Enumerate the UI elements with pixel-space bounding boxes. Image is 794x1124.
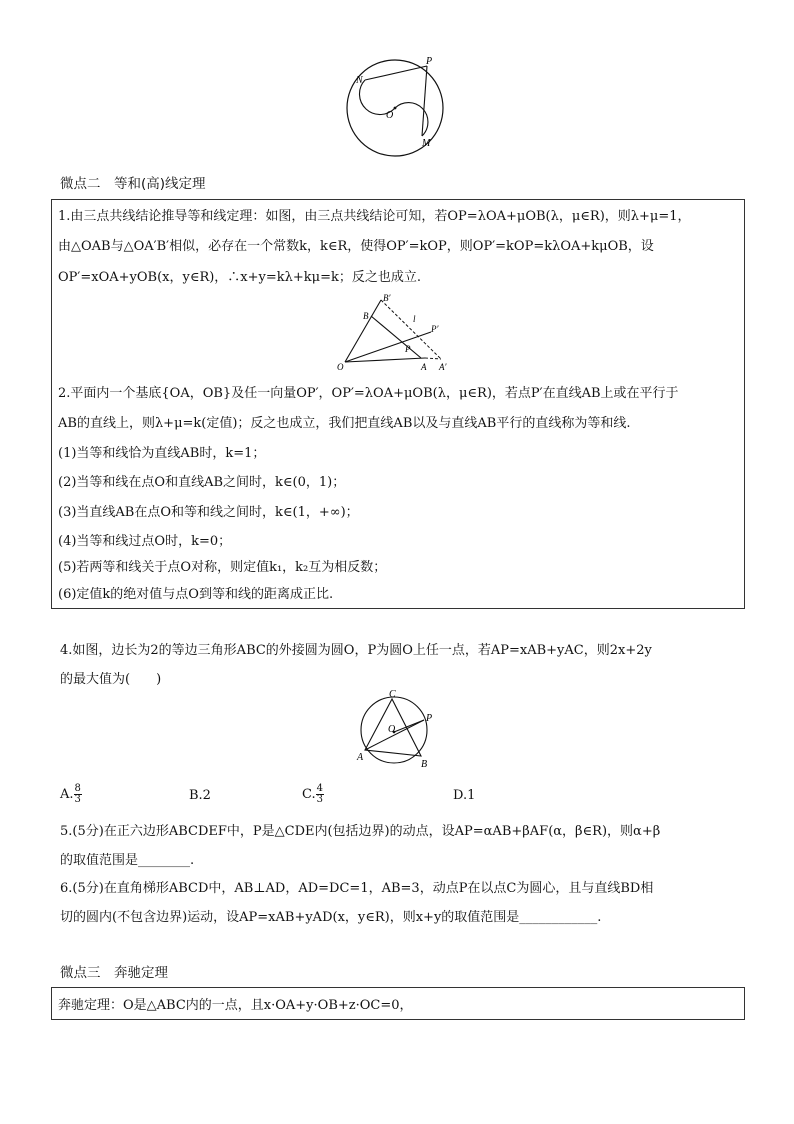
option-a-denominator: 3	[74, 794, 81, 805]
box-line-5: AB的直线上，则λ+μ=k(定值)；反之也成立，我们把直线AB以及与直线AB平行的直线称为等和线.	[58, 416, 631, 431]
fig3-label-C: C	[389, 690, 396, 700]
fig2-label-A2: A′	[439, 362, 447, 372]
figure-triangle-circumcircle	[352, 690, 444, 772]
box-line-10: (5)若两等和线关于点O对称，则定值k₁，k₂互为相反数；	[58, 560, 387, 575]
figure-circle-scurve	[340, 52, 450, 164]
option-a-numerator: 8	[74, 783, 81, 794]
option-c-denominator: 3	[316, 794, 323, 805]
box-line-11: (6)定值k的绝对值与点O到等和线的距离成正比.	[58, 587, 334, 602]
fig1-label-P: P	[426, 56, 433, 67]
question-5-line-2: 的取值范围是________.	[60, 853, 195, 868]
section2-heading: 微点二 等和(高)线定理	[60, 176, 206, 192]
box-line-1: 1.由三点共线结论推导等和线定理：如图，由三点共线结论可知，若OP=λOA+μOB(λ，μ∈R)，则λ+μ=1，	[58, 209, 691, 224]
box-line-3: OP′=xOA+yOB(x，y∈R)，∴x+y=kλ+kμ=k；反之也成立.	[58, 270, 422, 285]
option-a-fraction	[74, 784, 82, 805]
box-line-7: (2)当等和线在点O和直线AB之间时，k∈(0，1)；	[58, 475, 346, 490]
fig2-label-O: O	[337, 362, 344, 372]
question-6-line-1: 6.(5分)在直角梯形ABCD中，AB⊥AD，AD=DC=1，AB=3，动点P在以点C为圆心，且与直线BD相	[60, 881, 654, 896]
fig2-label-P2: P′	[431, 324, 439, 334]
fig2-label-P: P	[405, 344, 411, 354]
option-c	[302, 784, 324, 805]
section2-theorem-box	[51, 199, 745, 609]
option-c-numerator: 4	[316, 783, 323, 794]
box-line-8: (3)当直线AB在点O和等和线之间时，k∈(1，+∞)；	[58, 505, 359, 520]
option-c-label: C.	[302, 787, 316, 802]
fig2-label-B: B	[363, 311, 369, 321]
section3-theorem-box	[51, 987, 745, 1020]
fig3-label-B: B	[421, 759, 428, 770]
box-line-2: 由△OAB与△OA′B′相似，必存在一个常数k，k∈R，使得OP′=kOP，则OP′=kOP=kλOA+kμOB，设	[58, 239, 654, 254]
option-a	[60, 784, 82, 805]
fig1-label-O: O	[386, 110, 394, 121]
option-a-label: A.	[60, 787, 74, 802]
fig2-label-B2: B′	[383, 293, 391, 303]
fig1-label-N: N	[356, 75, 363, 86]
box-line-6: (1)当等和线恰为直线AB时，k=1；	[58, 446, 266, 461]
fig2-label-A: A	[421, 362, 427, 372]
option-d: D.1	[453, 788, 476, 803]
option-b: B.2	[189, 788, 211, 803]
box-line-9: (4)当等和线过点O时，k=0；	[58, 534, 232, 549]
fig3-label-O: O	[388, 724, 396, 735]
box-line-4: 2.平面内一个基底{OA，OB}及任一向量OP′，OP′=λOA+μOB(λ，μ∈R)，若点P′在直线AB上或在平行于	[58, 386, 679, 401]
question-5-line-1: 5.(5分)在正六边形ABCDEF中，P是△CDE内(包括边界)的动点，设AP=αAB+βAF(α，β∈R)，则α+β	[60, 824, 661, 839]
section3-heading: 微点三 奔驰定理	[60, 965, 168, 981]
question-4-line-2: 的最大值为( )	[60, 672, 162, 687]
fig3-label-P: P	[426, 713, 433, 724]
question-6-line-2: 切的圆内(不包含边界)运动，设AP=xAB+yAD(x，y∈R)，则x+y的取值范围是____________.	[60, 910, 602, 925]
figure-equal-sum-lines	[337, 292, 467, 372]
option-c-fraction	[316, 784, 324, 805]
fig1-label-M: M	[422, 138, 431, 149]
section3-box-text: 奔驰定理：O是△ABC内的一点，且x·OA+y·OB+z·OC=0，	[58, 998, 413, 1013]
fig3-label-A: A	[357, 752, 364, 763]
question-4-line-1: 4.如图，边长为2的等边三角形ABC的外接圆为圆O，P为圆O上任一点，若AP=xAB+yAC，则2x+2y	[60, 643, 652, 658]
fig2-label-l: l	[413, 314, 416, 324]
